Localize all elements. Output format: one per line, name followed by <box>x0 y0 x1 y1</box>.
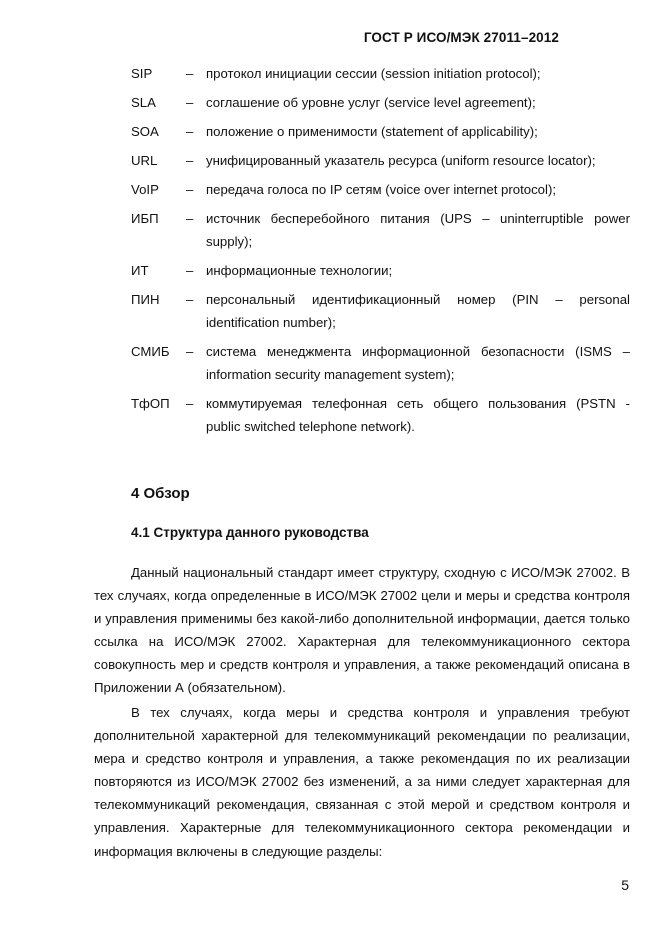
abbreviation-term: ПИН <box>131 292 160 307</box>
abbreviation-definition: положение о применимости (statement of applicability); <box>206 124 538 139</box>
abbreviation-term: ИТ <box>131 263 149 278</box>
standard-header: ГОСТ Р ИСО/МЭК 27011–2012 <box>363 30 559 45</box>
abbreviation-term: SLA <box>131 95 156 110</box>
abbreviation-definition: унифицированный указатель ресурса (uniform resource locator); <box>206 153 596 168</box>
abbreviation-dash: – <box>186 124 194 139</box>
abbreviation-term: SIP <box>131 66 153 81</box>
abbreviation-term: VoIP <box>131 182 159 197</box>
abbreviation-item <box>0 178 661 201</box>
abbreviation-list <box>0 62 661 444</box>
abbreviation-dash: – <box>186 66 194 81</box>
body-paragraph: Данный национальный стандарт имеет структуру, сходную с ИСО/МЭК 27002. В тех случаях, когда определенные в ИСО/МЭК 27002 цели и меры и средства контроля и управления применимы без какой-либо дополнительной информации, дается только ссылка на ИСО/МЭК 27002. Характерная для телекоммуникационного сектора совокупность мер и средств контроля и управления, а также рекомендаций описана в Приложении А (обязательном). <box>94 565 630 696</box>
abbreviation-item <box>0 259 661 282</box>
abbreviation-dash: – <box>186 95 194 110</box>
abbreviation-dash: – <box>186 344 194 359</box>
abbreviation-definition: источник бесперебойного питания (UPS – uninterruptible power supply); <box>206 211 630 249</box>
abbreviation-item <box>0 120 661 143</box>
abbreviation-term: СМИБ <box>131 344 170 359</box>
body-paragraph: В тех случаях, когда меры и средства контроля и управления требуют дополнительной характерной для телекоммуникаций рекомендации по реализации, мера и средство контроля и управления, а также рекомендация по их реализации повторяются из ИСО/МЭК 27002 без изменений, а за ними следует характерная для телекоммуникаций рекомендация, связанная с этой мерой и средством контроля и управления. Характерные для телекоммуникационного сектора рекомендации и информация включены в следующие разделы: <box>94 705 630 859</box>
abbreviation-term: SOA <box>131 124 159 139</box>
abbreviation-definition: персональный идентификационный номер (PIN – personal identification number); <box>206 292 630 330</box>
abbreviation-definition: коммутируемая телефонная сеть общего пользования (PSTN - public switched telephone network). <box>206 396 630 434</box>
abbreviation-item <box>0 340 661 386</box>
abbreviation-term: ИБП <box>131 211 159 226</box>
abbreviation-item <box>0 392 661 438</box>
abbreviation-dash: – <box>186 153 194 168</box>
abbreviation-definition: соглашение об уровне услуг (service level agreement); <box>206 95 536 110</box>
abbreviation-definition: информационные технологии; <box>206 263 393 278</box>
abbreviation-item <box>0 149 661 172</box>
abbreviation-item <box>0 207 661 253</box>
abbreviation-dash: – <box>186 211 194 226</box>
abbreviation-definition: передача голоса по IP сетям (voice over internet protocol); <box>206 182 557 197</box>
page-number: 5 <box>621 877 629 893</box>
abbreviation-dash: – <box>186 182 194 197</box>
abbreviation-dash: – <box>186 292 194 307</box>
subsection-heading: 4.1 Структура данного руководства <box>131 525 369 540</box>
abbreviation-dash: – <box>186 263 194 278</box>
abbreviation-item <box>0 288 661 334</box>
section-heading: 4 Обзор <box>131 485 190 502</box>
abbreviation-definition: система менеджмента информационной безопасности (ISMS – information security management system); <box>206 344 630 382</box>
abbreviation-term: ТфОП <box>131 396 170 411</box>
abbreviation-dash: – <box>186 396 194 411</box>
abbreviation-item <box>0 91 661 114</box>
abbreviation-term: URL <box>131 153 158 168</box>
abbreviation-definition: протокол инициации сессии (session initiation protocol); <box>206 66 541 81</box>
abbreviation-item <box>0 62 661 85</box>
